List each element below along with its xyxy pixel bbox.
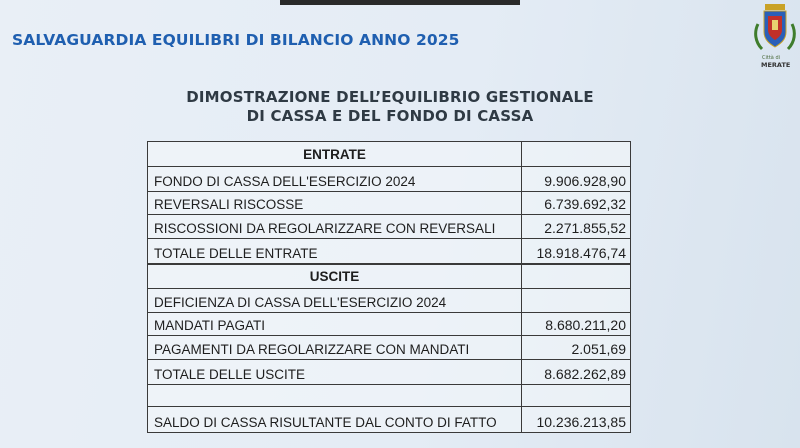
entrate-header-row bbox=[148, 141, 630, 166]
subtitle-line-1: DIMOSTRAZIONE DELL’EQUILIBRIO GESTIONALE bbox=[186, 88, 594, 106]
entrate-header-value bbox=[522, 142, 630, 166]
page-title: SALVAGUARDIA EQUILIBRI DI BILANCIO ANNO 2025 bbox=[12, 31, 460, 49]
table-row bbox=[148, 214, 630, 238]
saldo-value: 10.236.213,85 bbox=[536, 414, 626, 430]
top-bar bbox=[280, 0, 520, 5]
table-row bbox=[148, 191, 630, 214]
row-label: TOTALE DELLE USCITE bbox=[148, 360, 522, 384]
table-row bbox=[148, 335, 630, 359]
empty-row bbox=[148, 384, 630, 406]
table-row-total bbox=[148, 238, 630, 263]
row-value: 8.680.211,20 bbox=[545, 317, 626, 333]
table-row bbox=[148, 288, 630, 312]
saldo-label: SALDO DI CASSA RISULTANTE DAL CONTO DI FATTO bbox=[148, 407, 522, 432]
cash-balance-table bbox=[147, 141, 631, 433]
logo-caption: MERATE bbox=[761, 61, 791, 69]
row-value: 6.739.692,32 bbox=[544, 196, 626, 212]
table-row-total bbox=[148, 359, 630, 384]
subtitle-line-2: DI CASSA E DEL FONDO DI CASSA bbox=[246, 107, 534, 125]
saldo-row bbox=[148, 406, 630, 433]
row-value: 2.051,69 bbox=[571, 341, 626, 357]
table-row bbox=[148, 312, 630, 335]
uscite-header: USCITE bbox=[148, 265, 522, 288]
row-label: RISCOSSIONI DA REGOLARIZZARE CON REVERSALI bbox=[148, 215, 522, 238]
empty-row-value bbox=[522, 385, 630, 406]
entrate-header: ENTRATE bbox=[148, 142, 522, 166]
logo-caption-small: Città di bbox=[762, 55, 781, 61]
row-label: FONDO DI CASSA DELL'ESERCIZIO 2024 bbox=[148, 167, 522, 191]
uscite-header-row bbox=[148, 263, 630, 288]
row-label: DEFICIENZA DI CASSA DELL'ESERCIZIO 2024 bbox=[148, 289, 522, 312]
row-label: TOTALE DELLE ENTRATE bbox=[148, 239, 522, 263]
empty-row-label bbox=[148, 385, 522, 406]
table-row bbox=[148, 166, 630, 191]
row-value bbox=[522, 289, 630, 312]
row-value: 8.682.262,89 bbox=[544, 366, 626, 382]
row-label: PAGAMENTI DA REGOLARIZZARE CON MANDATI bbox=[148, 336, 522, 359]
row-value: 18.918.476,74 bbox=[536, 245, 626, 261]
uscite-header-value bbox=[522, 265, 630, 288]
row-value: 9.906.928,90 bbox=[544, 173, 626, 189]
row-label: REVERSALI RISCOSSE bbox=[148, 192, 522, 214]
row-label: MANDATI PAGATI bbox=[148, 313, 522, 335]
row-value: 2.271.855,52 bbox=[544, 220, 626, 236]
